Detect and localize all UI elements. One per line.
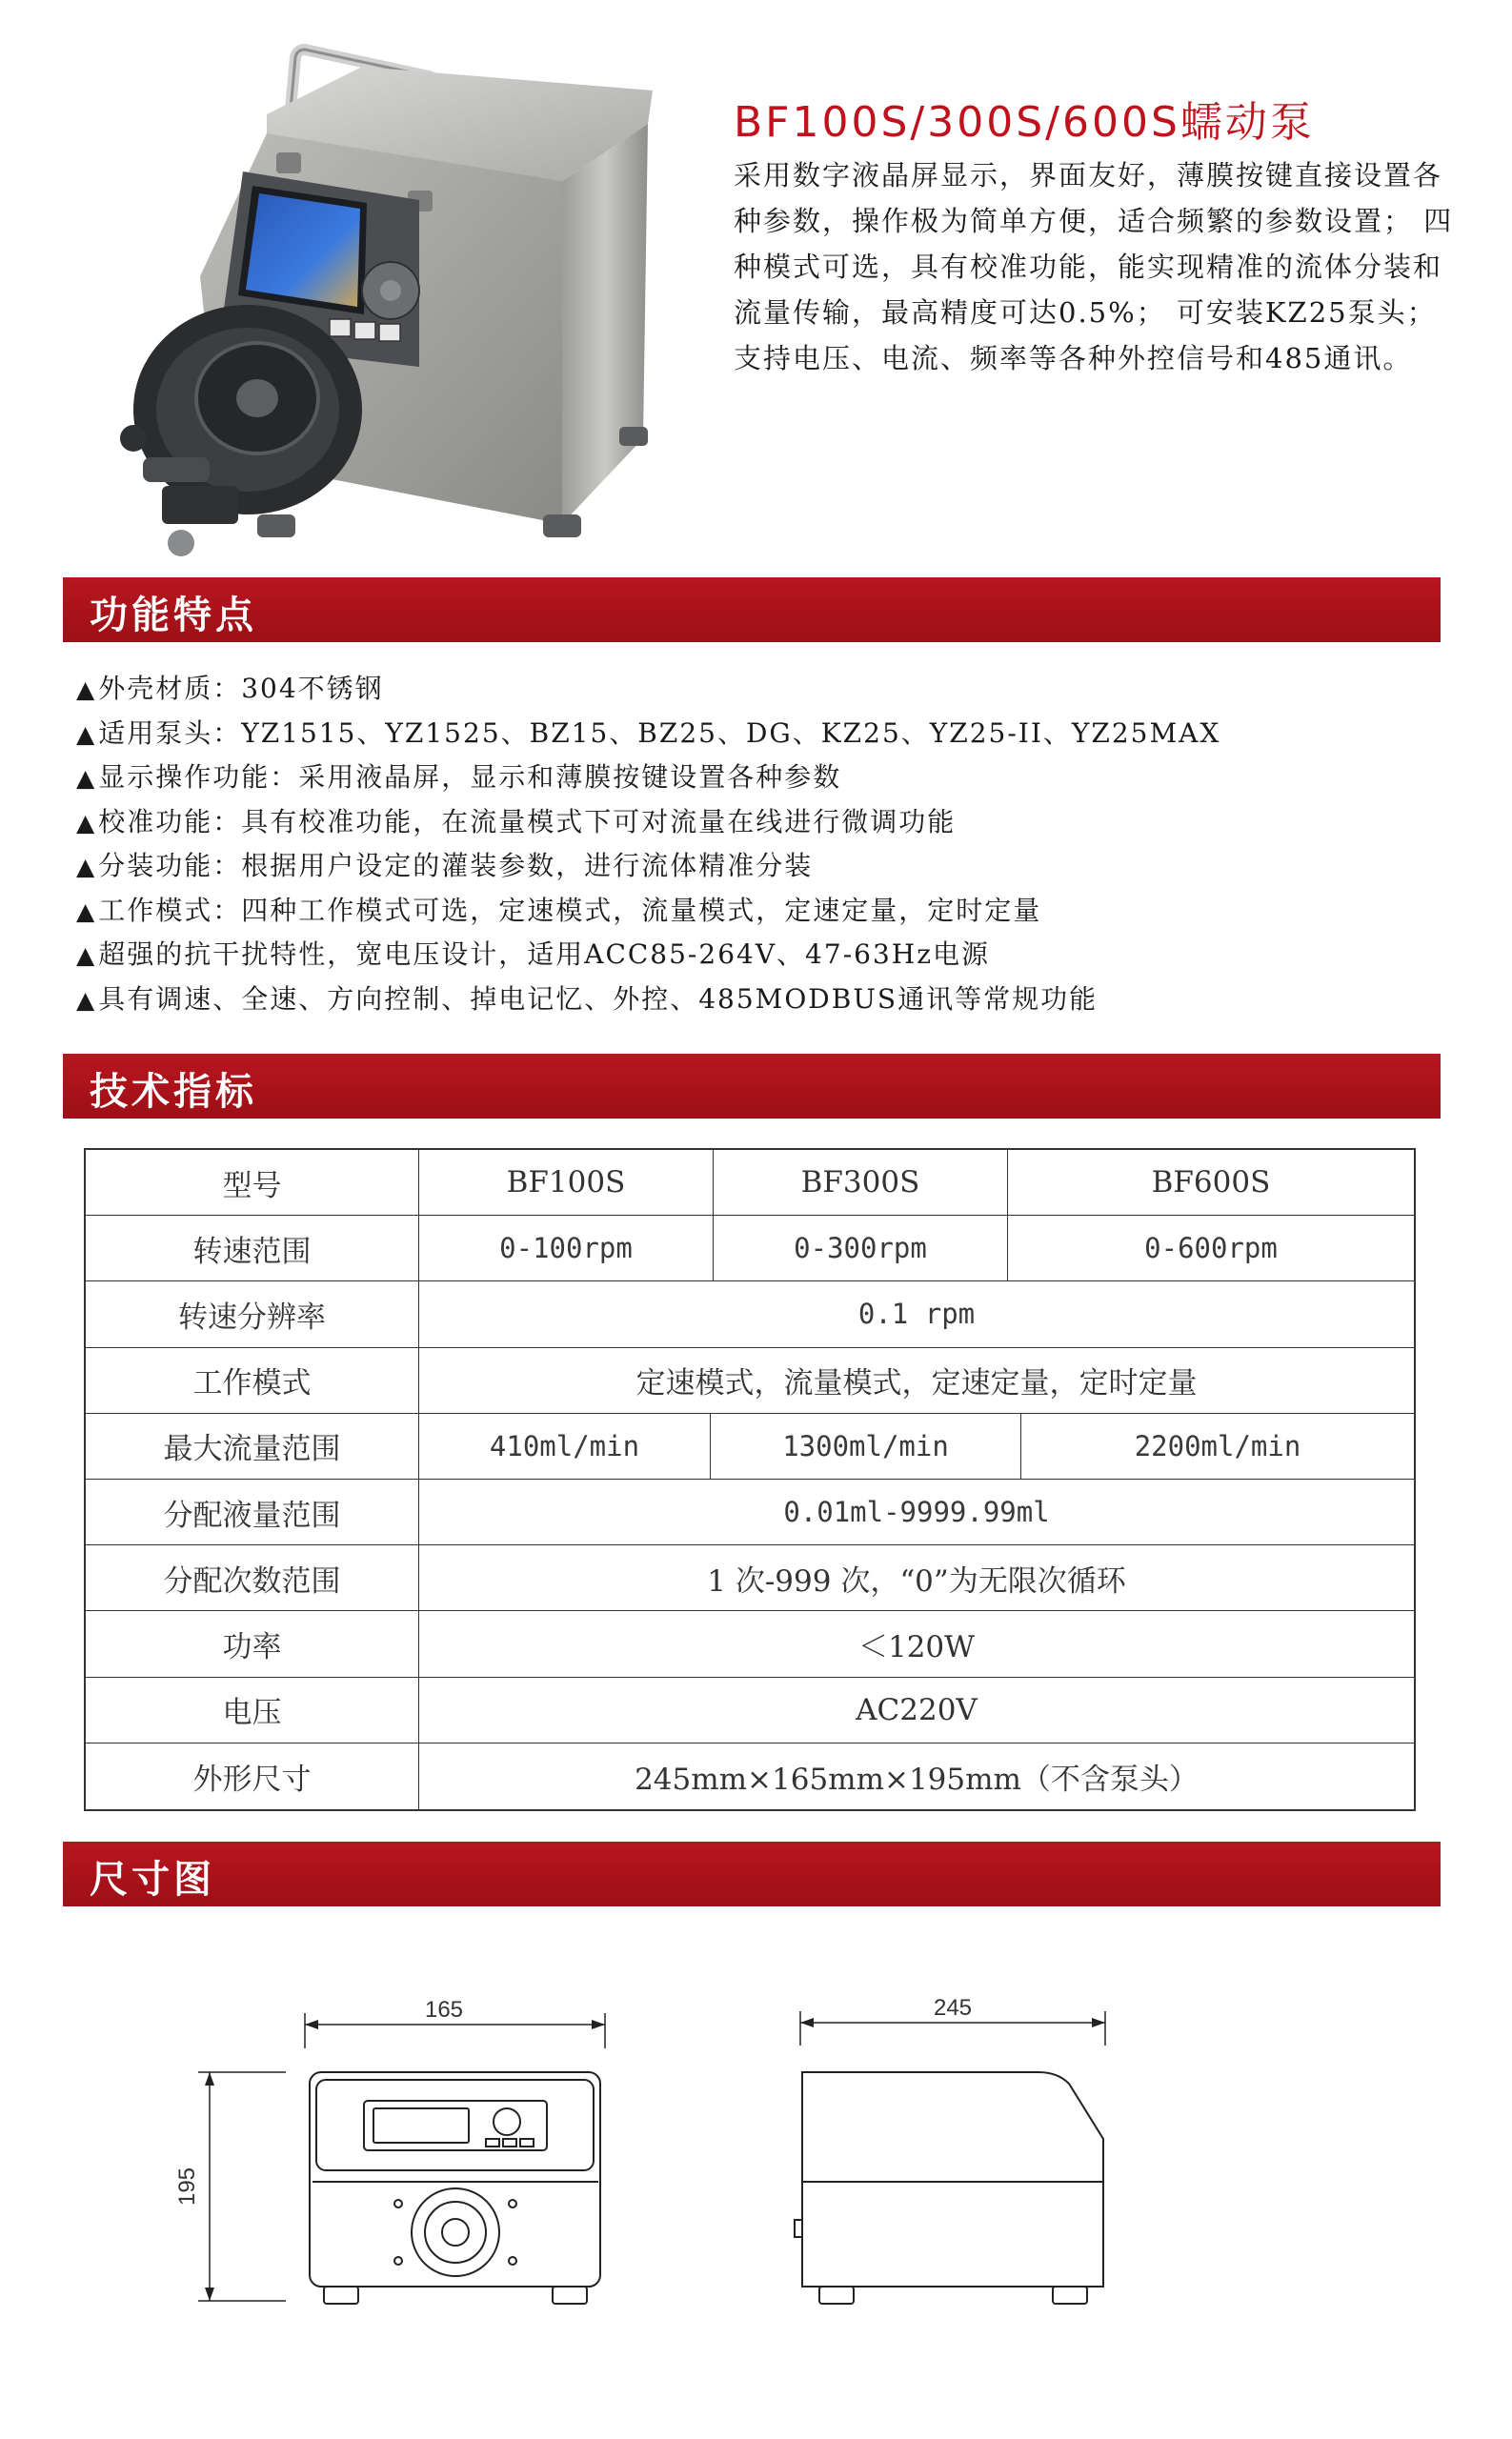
row-label: 电压 (86, 1678, 419, 1743)
row-label: 功率 (86, 1611, 419, 1676)
side-view (795, 2011, 1105, 2304)
product-photo (114, 38, 667, 572)
dimension-drawing (152, 1977, 1296, 2348)
table-cell: 0.01ml-9999.99ml (783, 1496, 1050, 1529)
row-label: 最大流量范围 (86, 1414, 419, 1479)
table-cell: AC220V (856, 1692, 978, 1727)
table-cell: 1 次-999 次，“0”为无限次循环 (707, 1563, 1126, 1599)
table-cell: 0-600rpm (1144, 1232, 1278, 1265)
row-label: 分配液量范围 (86, 1480, 419, 1544)
spec-table (84, 1148, 1416, 1811)
feature-item: ▲工作模式：四种工作模式可选，定速模式，流量模式，定速定量，定时定量 (76, 894, 1042, 926)
triangle-bullet-icon: ▲ (76, 764, 97, 792)
table-cell: 0-300rpm (714, 1216, 1008, 1280)
section-title-features: 功能特点 (90, 594, 257, 637)
section-bar-features (63, 577, 1441, 642)
feature-item: ▲校准功能：具有校准功能，在流量模式下可对流量在线进行微调功能 (76, 805, 957, 837)
row-label: 工作模式 (86, 1348, 419, 1413)
feature-item: ▲外壳材质：304不锈钢 (76, 673, 384, 704)
dim-width-label: 165 (424, 1997, 464, 2023)
table-cell: 1300ml/min (711, 1414, 1021, 1479)
feature-item: ▲适用泵头：YZ1515、YZ1525、BZ15、BZ25、DG、KZ25、YZ25-II、YZ25MAX (76, 716, 1221, 749)
row-label: 外形尺寸 (86, 1744, 419, 1809)
table-cell: BF600S (1151, 1165, 1271, 1200)
row-label: 转速范围 (86, 1216, 419, 1280)
table-cell: 2200ml/min (1134, 1429, 1301, 1462)
section-title-specs: 技术指标 (90, 1070, 257, 1114)
table-row-size (86, 1744, 1414, 1809)
dim-height-label: 195 (174, 2167, 200, 2207)
table-row-resolution (86, 1281, 1414, 1347)
section-title-dimensions: 尺寸图 (90, 1858, 215, 1902)
feature-item: ▲分装功能：根据用户设定的灌装参数，进行流体精准分装 (76, 850, 814, 881)
section-bar-dimensions (63, 1842, 1441, 1906)
row-label: 分配次数范围 (86, 1545, 419, 1610)
table-cell: BF300S (714, 1150, 1008, 1215)
table-row-dispense-volume (86, 1480, 1414, 1545)
row-label: 转速分辨率 (86, 1281, 419, 1346)
table-cell: 245mm×165mm×195mm（不含泵头） (635, 1762, 1199, 1797)
table-row-power (86, 1611, 1414, 1677)
feature-list (76, 667, 1448, 1021)
front-view (198, 2013, 605, 2304)
triangle-bullet-icon: ▲ (76, 719, 97, 748)
feature-item: ▲具有调速、全速、方向控制、掉电记忆、外控、485MODBUS通讯等常规功能 (76, 982, 1099, 1015)
table-row-mode (86, 1348, 1414, 1414)
triangle-bullet-icon: ▲ (76, 675, 97, 703)
table-row-dispense-count (86, 1545, 1414, 1611)
dim-depth-label: 245 (933, 1995, 973, 2021)
table-row-model (86, 1150, 1414, 1216)
feature-item: ▲超强的抗干扰特性，宽电压设计，适用ACC85-264V、47-63Hz电源 (76, 938, 990, 970)
table-cell: BF100S (419, 1150, 714, 1215)
table-cell: 0-100rpm (419, 1216, 714, 1280)
triangle-bullet-icon: ▲ (76, 985, 97, 1014)
table-cell: 410ml/min (419, 1414, 711, 1479)
section-bar-specs (63, 1054, 1441, 1119)
table-cell: 定速模式，流量模式，定速定量，定时定量 (635, 1366, 1198, 1401)
feature-item: ▲显示操作功能：采用液晶屏，显示和薄膜按键设置各种参数 (76, 761, 842, 793)
table-row-flow (86, 1414, 1414, 1480)
product-title: BF100S/300S/600S蠕动泵 (734, 98, 1315, 147)
triangle-bullet-icon: ▲ (76, 941, 97, 969)
triangle-bullet-icon: ▲ (76, 853, 97, 880)
product-intro: 采用数字液晶屏显示，界面友好，薄膜按键直接设置各种参数，操作极为简单方便，适合频繁的参数设置； 四种模式可选，具有校准功能，能实现精准的流体分装和流量传输，最高精度可达0.5%； 可安装KZ25泵头； 支持电压、电流、频率等各种外控信号和485通讯。 (734, 159, 1454, 374)
table-cell: ＜120W (857, 1629, 976, 1664)
table-row-voltage (86, 1678, 1414, 1744)
table-cell: 0.1 rpm (857, 1298, 976, 1331)
triangle-bullet-icon: ▲ (76, 897, 97, 925)
table-row-speed (86, 1216, 1414, 1281)
row-label: 型号 (86, 1150, 419, 1215)
triangle-bullet-icon: ▲ (76, 808, 97, 837)
